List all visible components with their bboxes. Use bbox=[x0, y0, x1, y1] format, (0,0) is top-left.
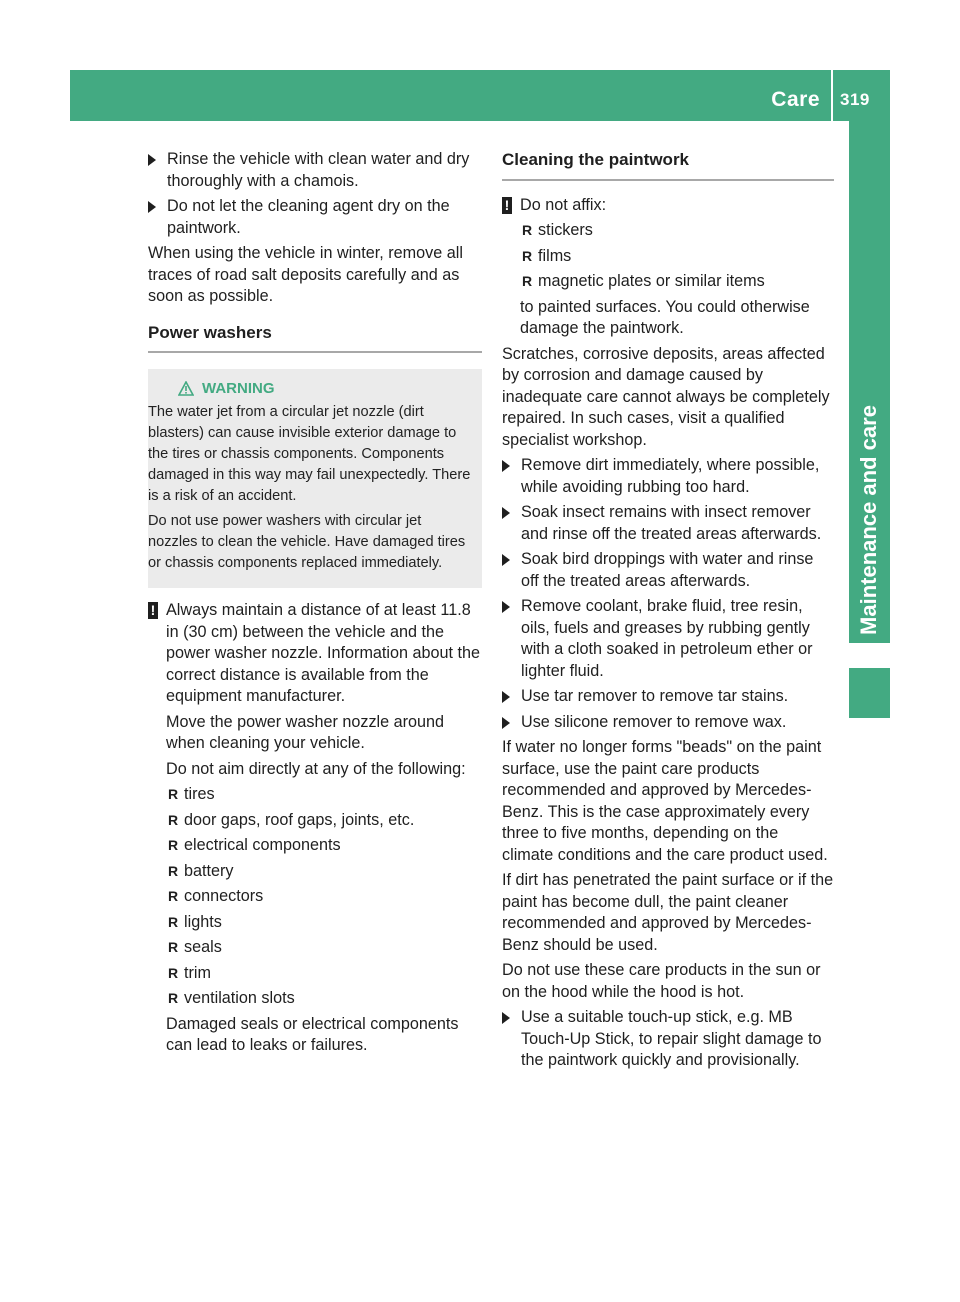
notice-text: to painted surfaces. You could otherwise damage the paintwork. bbox=[520, 297, 810, 337]
notice-block bbox=[148, 600, 482, 1057]
right-column bbox=[502, 149, 834, 1076]
instruction-step: Remove dirt immediately, where possible, while avoiding rubbing too hard. bbox=[502, 455, 834, 498]
list-item: R trim bbox=[166, 963, 482, 985]
step-arrow-icon bbox=[502, 717, 510, 729]
step-arrow-icon bbox=[502, 507, 510, 519]
instruction-step: Soak insect remains with insect remover and rinse off the treated areas afterwards. bbox=[502, 502, 834, 545]
step-arrow-icon bbox=[502, 1012, 510, 1024]
step-arrow-icon bbox=[502, 460, 510, 472]
bullet-icon: R bbox=[168, 786, 179, 802]
scratches-paragraph: Scratches, corrosive deposits, areas affected by corrosion and damage caused by inadequate care cannot always be completely repaired. In such cases, visit a qualified specialist workshop. bbox=[502, 344, 830, 449]
list-item: R tires bbox=[166, 784, 482, 806]
instruction-step: Rinse the vehicle with clean water and dry thoroughly with a chamois. bbox=[148, 149, 482, 192]
chapter-label: Maintenance and care bbox=[856, 405, 881, 635]
instruction-step: Use a suitable touch-up stick, e.g. MB Touch-Up Stick, to repair slight damage to the paintwork quickly and provisionally. bbox=[502, 1007, 834, 1072]
list-item: R connectors bbox=[166, 886, 482, 908]
list-item: R magnetic plates or similar items bbox=[520, 271, 834, 293]
instruction-step: Soak bird droppings with water and rinse off the treated areas afterwards. bbox=[502, 549, 834, 592]
notice-text: Do not aim directly at any of the following: bbox=[166, 759, 466, 778]
instruction-step: Do not let the cleaning agent dry on the paintwork. bbox=[148, 196, 482, 239]
list-item: R seals bbox=[166, 937, 482, 959]
step-arrow-icon bbox=[148, 201, 156, 213]
bullet-icon: R bbox=[168, 862, 179, 879]
page-number: 319 bbox=[840, 90, 870, 109]
step-arrow-icon bbox=[502, 691, 510, 703]
warning-box bbox=[148, 369, 482, 588]
exclamation-icon: ! bbox=[502, 197, 512, 214]
section-heading-cleaning-paintwork: Cleaning the paintwork bbox=[502, 149, 834, 181]
left-column bbox=[148, 149, 482, 1061]
exclamation-icon: ! bbox=[148, 602, 158, 619]
warning-text: The water jet from a circular jet nozzle (dirt blasters) can cause invisible exterior damage to the tires or chassis components. Components damaged in this way may fail unexpectedly. There is a risk of an accident. bbox=[148, 404, 471, 504]
bullet-icon: R bbox=[522, 222, 533, 238]
bullet-icon: R bbox=[168, 990, 179, 1006]
notice-text: Do not affix: bbox=[520, 195, 607, 214]
list-item: R films bbox=[520, 246, 834, 268]
notice-block bbox=[502, 195, 834, 340]
header-separator bbox=[831, 70, 833, 121]
step-arrow-icon bbox=[148, 154, 156, 166]
list-item: R battery bbox=[166, 861, 482, 883]
bullet-icon: R bbox=[168, 888, 179, 904]
instruction-step: Remove coolant, brake fluid, tree resin, oils, fuels and greases by rubbing gently with a cloth soaked in petroleum ether or lighter fluid. bbox=[502, 596, 834, 682]
bullet-list bbox=[520, 220, 834, 293]
instruction-step: Use tar remover to remove tar stains. bbox=[502, 686, 834, 708]
warning-triangle-icon bbox=[178, 381, 194, 396]
bullet-icon: R bbox=[168, 837, 179, 853]
bullet-icon: R bbox=[168, 939, 179, 955]
instruction-step: Use silicone remover to remove wax. bbox=[502, 712, 834, 734]
chapter-marker bbox=[849, 668, 890, 718]
section-heading-power-washers: Power washers bbox=[148, 322, 482, 354]
list-item: R door gaps, roof gaps, joints, etc. bbox=[166, 810, 482, 832]
bullet-icon: R bbox=[522, 247, 533, 264]
beads-paragraph: If water no longer forms "beads" on the paint surface, use the paint care products recommended and approved by Mercedes-Benz. This is the case approximately every three to five months, depending on the climate conditions and the care product used. bbox=[502, 738, 828, 864]
winter-paragraph: When using the vehicle in winter, remove all traces of road salt deposits carefully and as soon as possible. bbox=[148, 244, 463, 305]
notice-text: Always maintain a distance of at least 11.8 in (30 cm) between the vehicle and the power washer nozzle. Information about the correct distance is available from the equipment manufacturer. bbox=[166, 601, 481, 705]
list-item: R electrical components bbox=[166, 835, 482, 857]
bullet-icon: R bbox=[168, 811, 179, 828]
warning-title: WARNING bbox=[178, 378, 472, 399]
list-item: R lights bbox=[166, 912, 482, 934]
bullet-icon: R bbox=[168, 964, 179, 981]
list-item: R ventilation slots bbox=[166, 988, 482, 1010]
bullet-icon: R bbox=[168, 913, 179, 930]
dull-paint-paragraph: If dirt has penetrated the paint surface or if the paint has become dull, the paint cleaner recommended and approved by Mercedes-Benz should be used. bbox=[502, 871, 834, 954]
bullet-icon: R bbox=[522, 273, 533, 289]
notice-text: Move the power washer nozzle around when cleaning your vehicle. bbox=[166, 712, 445, 752]
list-item: R stickers bbox=[520, 220, 834, 242]
bullet-list bbox=[166, 784, 482, 1010]
notice-text: Damaged seals or electrical components can lead to leaks or failures. bbox=[166, 1014, 459, 1054]
header-section-title: Care bbox=[771, 88, 820, 111]
step-arrow-icon bbox=[502, 554, 510, 566]
warning-text: Do not use power washers with circular jet nozzles to clean the vehicle. Have damaged tires or chassis components replaced immediately. bbox=[148, 513, 466, 571]
sun-paragraph: Do not use these care products in the sun or on the hood while the hood is hot. bbox=[502, 961, 821, 1001]
step-arrow-icon bbox=[502, 601, 510, 613]
